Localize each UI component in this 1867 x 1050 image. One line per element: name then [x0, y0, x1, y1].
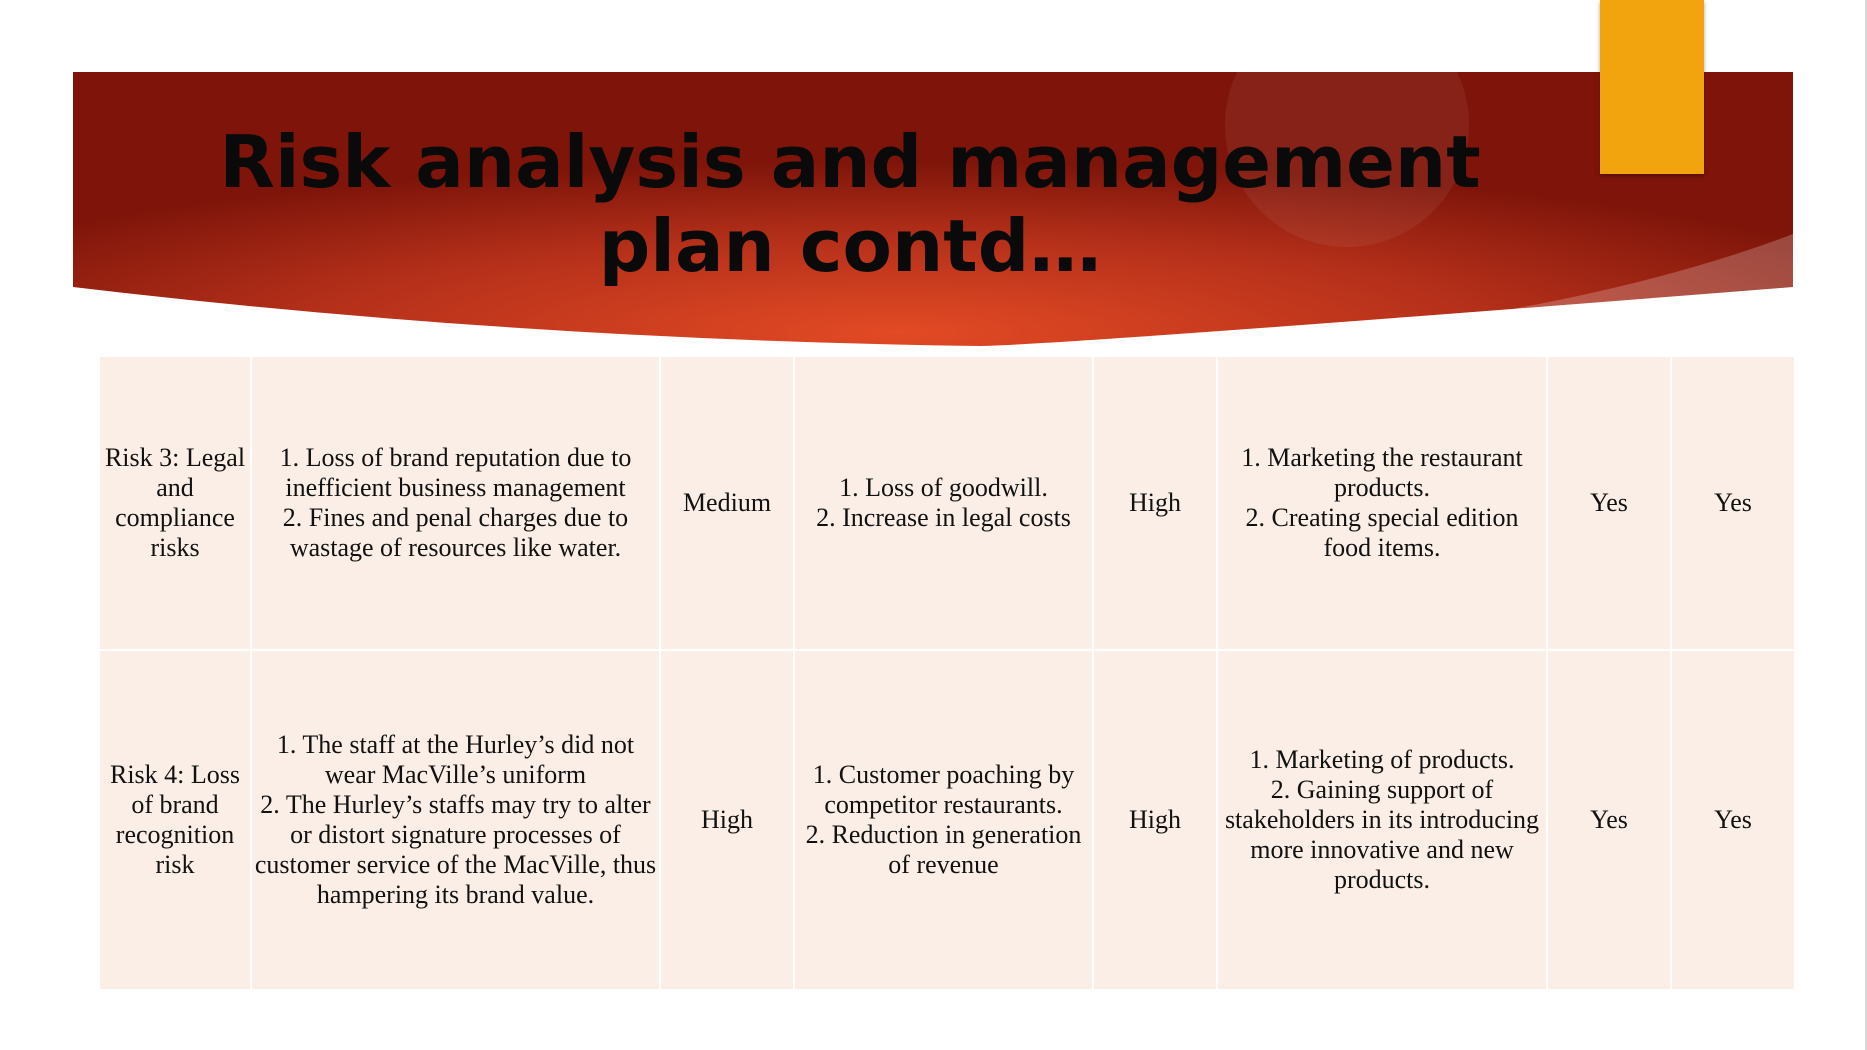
likelihood-cell: High: [660, 650, 794, 990]
impact-cell: 1. Customer poaching by competitor restaurants. 2. Reduction in generation of revenue: [794, 650, 1093, 990]
risk-table: [98, 355, 1796, 991]
likelihood-cell: Medium: [660, 356, 794, 650]
yes-cell: Yes: [1547, 356, 1671, 650]
mitigation-cell: 1. Marketing the restaurant products. 2. Creating special edition food items.: [1217, 356, 1547, 650]
severity-cell: High: [1093, 356, 1217, 650]
slide-title: Risk analysis and management plan contd…: [219, 120, 1481, 288]
mitigation-cell: 1. Marketing of products. 2. Gaining support of stakeholders in its introducing more innovative and new products.: [1217, 650, 1547, 990]
yes-cell: Yes: [1547, 650, 1671, 990]
impact-cell: 1. Loss of goodwill. 2. Increase in legal costs: [794, 356, 1093, 650]
table-row: [99, 650, 1795, 990]
risk-name-cell: Risk 4: Loss of brand recognition risk: [99, 650, 251, 990]
yes-cell: Yes: [1671, 356, 1795, 650]
risk-causes-cell: 1. The staff at the Hurley’s did not wear MacVille’s uniform 2. The Hurley’s staffs may try to alter or distort signature processes of customer service of the MacVille, thus hampering its brand value.: [251, 650, 660, 990]
yes-cell: Yes: [1671, 650, 1795, 990]
risk-name-cell: Risk 3: Legal and compliance risks: [99, 356, 251, 650]
risk-causes-cell: 1. Loss of brand reputation due to inefficient business management 2. Fines and penal charges due to wastage of resources like water.: [251, 356, 660, 650]
table-row: [99, 356, 1795, 650]
accent-tab: [1600, 0, 1704, 174]
severity-cell: High: [1093, 650, 1217, 990]
